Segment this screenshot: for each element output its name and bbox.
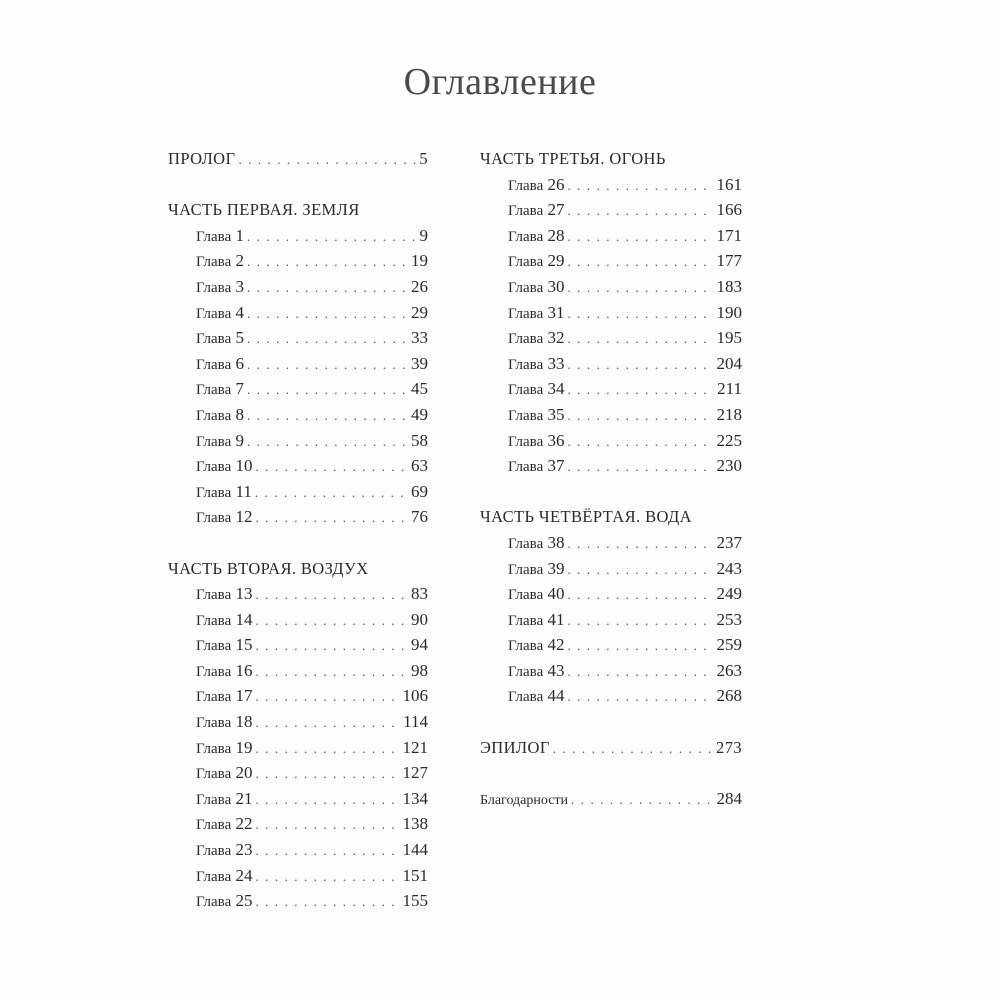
toc-chapter-number: 33 <box>547 353 565 373</box>
toc-chapter-entry[interactable] <box>168 351 428 377</box>
toc-chapter-page: 39 <box>411 353 428 373</box>
toc-chapter-entry[interactable] <box>480 632 742 658</box>
toc-leader-dots <box>255 812 399 838</box>
toc-chapter-label <box>196 786 252 814</box>
toc-chapter-page: 161 <box>716 174 742 194</box>
toc-chapter-label <box>508 223 564 251</box>
toc-chapter-page: 83 <box>411 584 428 604</box>
toc-chapter-entry[interactable] <box>480 556 742 582</box>
toc-chapter-label <box>196 248 244 276</box>
toc-chapter-page: 98 <box>411 660 428 680</box>
toc-chapter-label <box>196 479 252 507</box>
toc-chapter-label <box>508 248 564 276</box>
toc-chapter-word: Глава <box>508 203 544 220</box>
toc-chapter-number: 19 <box>235 737 253 757</box>
toc-chapter-label <box>196 863 252 891</box>
toc-chapter-page: 33 <box>411 328 428 348</box>
toc-chapter-label <box>508 402 564 430</box>
toc-chapter-word: Глава <box>196 459 232 476</box>
toc-chapter-entry[interactable] <box>168 760 428 786</box>
toc-chapter-label <box>196 632 252 660</box>
toc-part-heading[interactable] <box>480 504 742 530</box>
toc-chapter-number: 15 <box>235 635 253 655</box>
toc-chapter-page: 106 <box>402 686 428 706</box>
toc-leader-dots <box>567 608 713 634</box>
toc-chapter-word: Глава <box>508 254 544 271</box>
toc-leader-dots <box>567 633 713 659</box>
toc-chapter-page: 166 <box>716 200 742 220</box>
toc-chapter-word: Глава <box>196 894 232 911</box>
toc-chapter-word: Глава <box>196 715 232 732</box>
toc-chapter-number: 26 <box>547 174 565 194</box>
toc-chapter-word: Глава <box>196 407 232 424</box>
toc-leader-dots <box>247 301 408 327</box>
toc-chapter-word: Глава <box>508 587 544 604</box>
toc-leader-dots <box>567 684 713 710</box>
toc-chapter-label <box>196 453 252 481</box>
toc-chapter-number: 35 <box>547 404 565 424</box>
toc-left-column <box>168 146 428 914</box>
toc-chapter-label <box>196 351 244 379</box>
toc-chapter-number: 31 <box>547 302 565 322</box>
toc-leader-dots <box>567 275 713 301</box>
toc-chapter-number: 7 <box>235 379 244 399</box>
toc-chapter-entry[interactable] <box>168 504 428 530</box>
toc-chapter-entry[interactable] <box>480 351 742 377</box>
toc-leader-dots <box>247 377 408 403</box>
toc-chapter-number: 42 <box>547 635 565 655</box>
toc-right-column <box>480 146 742 811</box>
toc-chapter-label <box>196 888 252 916</box>
toc-chapter-label <box>508 325 564 353</box>
toc-chapter-entry[interactable] <box>168 402 428 428</box>
toc-chapter-label <box>196 274 244 302</box>
toc-chapter-word: Глава <box>508 228 544 245</box>
toc-chapter-page: 151 <box>402 865 428 885</box>
toc-chapter-label <box>508 683 564 711</box>
toc-chapter-word: Глава <box>196 484 232 501</box>
toc-leader-dots <box>567 173 713 199</box>
toc-chapter-label <box>196 428 244 456</box>
toc-chapter-number: 12 <box>235 507 253 527</box>
toc-chapter-word: Глава <box>196 305 232 322</box>
toc-leader-dots <box>567 198 713 224</box>
toc-leader-dots <box>255 889 399 915</box>
toc-leader-dots <box>247 224 417 250</box>
toc-chapter-number: 18 <box>235 712 253 732</box>
toc-chapter-page: 171 <box>716 225 742 245</box>
toc-leader-dots <box>238 147 416 173</box>
page-title: Оглавление <box>403 61 597 103</box>
toc-chapter-page: 263 <box>716 660 742 680</box>
toc-chapter-entry[interactable] <box>480 197 742 223</box>
toc-chapter-number: 28 <box>547 225 565 245</box>
toc-chapter-label <box>196 837 252 865</box>
toc-chapter-page: 63 <box>411 456 428 476</box>
toc-chapter-word: Глава <box>196 791 232 808</box>
toc-chapter-entry[interactable] <box>480 683 742 709</box>
toc-chapter-entry[interactable] <box>480 428 742 454</box>
toc-chapter-number: 11 <box>235 481 252 501</box>
toc-chapter-label <box>508 632 564 660</box>
toc-chapter-number: 32 <box>547 328 565 348</box>
toc-chapter-page: 121 <box>402 737 428 757</box>
toc-chapter-label <box>196 376 244 404</box>
toc-chapter-page: 155 <box>402 891 428 911</box>
toc-prologue[interactable] <box>168 146 428 172</box>
toc-chapter-page: 49 <box>411 404 428 424</box>
toc-chapter-number: 34 <box>547 379 565 399</box>
toc-chapter-word: Глава <box>196 331 232 348</box>
toc-chapter-label <box>508 351 564 379</box>
toc-leader-dots <box>255 480 408 506</box>
toc-chapter-word: Глава <box>196 382 232 399</box>
toc-leader-dots <box>255 761 399 787</box>
toc-chapter-label <box>508 300 564 328</box>
toc-chapter-number: 27 <box>547 200 565 220</box>
toc-chapter-word: Глава <box>196 766 232 783</box>
toc-chapter-label <box>196 581 252 609</box>
toc-chapter-entry[interactable] <box>168 376 428 402</box>
toc-chapter-label <box>508 197 564 225</box>
toc-chapter-label <box>508 428 564 456</box>
toc-part-heading[interactable] <box>480 146 742 172</box>
toc-chapter-entry[interactable] <box>480 172 742 198</box>
toc-leader-dots <box>567 582 713 608</box>
toc-chapter-entry[interactable] <box>168 709 428 735</box>
toc-chapter-label <box>196 683 252 711</box>
toc-chapter-page: 230 <box>716 456 742 476</box>
toc-leader-dots <box>255 787 399 813</box>
toc-chapter-entry[interactable] <box>168 735 428 761</box>
toc-leader-dots <box>255 505 408 531</box>
toc-leader-dots <box>255 659 408 685</box>
toc-chapter-page: 177 <box>716 251 742 271</box>
toc-leader-dots <box>255 864 399 890</box>
toc-chapter-label <box>508 274 564 302</box>
toc-chapter-entry[interactable] <box>168 223 428 249</box>
toc-chapter-number: 14 <box>235 609 253 629</box>
toc-leader-dots <box>567 557 713 583</box>
toc-chapter-number: 5 <box>235 328 244 348</box>
toc-chapter-entry[interactable] <box>480 223 742 249</box>
toc-chapter-page: 249 <box>716 584 742 604</box>
toc-chapter-number: 21 <box>235 788 253 808</box>
toc-chapter-entry[interactable] <box>480 376 742 402</box>
toc-chapter-page: 76 <box>411 507 428 527</box>
toc-chapter-page: 211 <box>717 379 742 399</box>
toc-chapter-word: Глава <box>196 433 232 450</box>
toc-chapter-number: 9 <box>235 430 244 450</box>
toc-chapter-label <box>196 504 252 532</box>
toc-part-heading[interactable] <box>168 556 428 582</box>
toc-chapter-word: Глава <box>196 228 232 245</box>
toc-chapter-entry[interactable] <box>168 888 428 914</box>
toc-chapter-word: Глава <box>508 433 544 450</box>
toc-chapter-number: 38 <box>547 532 565 552</box>
toc-chapter-entry[interactable] <box>168 428 428 454</box>
toc-chapter-entry[interactable] <box>480 453 742 479</box>
toc-chapter-word: Глава <box>196 817 232 834</box>
toc-chapter-entry[interactable] <box>480 248 742 274</box>
toc-chapter-word: Глава <box>508 561 544 578</box>
toc-chapter-label <box>196 402 244 430</box>
toc-chapter-entry[interactable] <box>480 300 742 326</box>
toc-chapter-word: Глава <box>508 177 544 194</box>
toc-chapter-word: Глава <box>508 356 544 373</box>
toc-chapter-entry[interactable] <box>168 837 428 863</box>
toc-part1-chapters <box>168 223 428 530</box>
toc-chapter-word: Глава <box>508 689 544 706</box>
toc-leader-dots <box>567 659 713 685</box>
toc-chapter-number: 10 <box>235 456 253 476</box>
toc-chapter-page: 26 <box>411 276 428 296</box>
toc-chapter-page: 29 <box>411 302 428 322</box>
toc-leader-dots <box>247 249 408 275</box>
toc-chapter-label <box>508 556 564 584</box>
toc-leader-dots <box>247 275 408 301</box>
toc-leader-dots <box>247 352 408 378</box>
toc-leader-dots <box>567 429 713 455</box>
toc-chapter-word: Глава <box>508 459 544 476</box>
toc-chapter-number: 37 <box>547 456 565 476</box>
toc-leader-dots <box>247 429 408 455</box>
toc-chapter-number: 43 <box>547 660 565 680</box>
toc-chapter-word: Глава <box>508 382 544 399</box>
toc-chapter-number: 22 <box>235 814 253 834</box>
toc-chapter-number: 6 <box>235 353 244 373</box>
toc-epilogue[interactable] <box>480 735 742 761</box>
toc-chapter-entry[interactable] <box>168 786 428 812</box>
toc-chapter-entry[interactable] <box>480 402 742 428</box>
toc-chapter-page: 243 <box>716 558 742 578</box>
toc-chapter-word: Глава <box>508 663 544 680</box>
toc-chapter-label <box>196 709 252 737</box>
toc-leader-dots <box>255 736 399 762</box>
toc-leader-dots <box>567 224 713 250</box>
toc-chapter-entry[interactable] <box>168 581 428 607</box>
toc-chapter-number: 8 <box>235 404 244 424</box>
toc-chapter-entry[interactable] <box>168 811 428 837</box>
toc-chapter-number: 1 <box>235 225 244 245</box>
toc-chapter-page: 9 <box>419 225 428 245</box>
toc-chapter-number: 3 <box>235 276 244 296</box>
toc-chapter-page: 195 <box>716 328 742 348</box>
toc-chapter-entry[interactable] <box>168 607 428 633</box>
toc-chapter-page: 218 <box>716 404 742 424</box>
toc-chapter-page: 19 <box>411 251 428 271</box>
toc-chapter-word: Глава <box>196 843 232 860</box>
toc-chapter-label <box>196 735 252 763</box>
toc-chapter-label <box>196 607 252 635</box>
toc-chapter-entry[interactable] <box>168 325 428 351</box>
toc-chapter-label <box>508 453 564 481</box>
toc-part-heading[interactable] <box>168 197 428 223</box>
toc-epilogue-label: ЭПИЛОГ <box>480 737 550 757</box>
toc-chapter-word: Глава <box>196 279 232 296</box>
toc-chapter-label <box>508 581 564 609</box>
toc-chapter-entry[interactable] <box>168 453 428 479</box>
toc-chapter-number: 13 <box>235 584 253 604</box>
toc-chapter-entry[interactable] <box>168 248 428 274</box>
toc-part2-title: ЧАСТЬ ВТОРАЯ. ВОЗДУХ <box>168 558 369 578</box>
toc-chapter-label <box>508 172 564 200</box>
toc-chapter-label <box>196 300 244 328</box>
toc-leader-dots <box>247 326 408 352</box>
toc-chapter-entry[interactable] <box>168 300 428 326</box>
toc-chapter-word: Глава <box>508 305 544 322</box>
toc-part2-chapters <box>168 581 428 914</box>
toc-chapter-number: 39 <box>547 558 565 578</box>
toc-leader-dots <box>255 582 408 608</box>
toc-part4-title: ЧАСТЬ ЧЕТВЁРТАЯ. ВОДА <box>480 507 692 527</box>
toc-chapter-word: Глава <box>508 535 544 552</box>
toc-leader-dots <box>567 377 714 403</box>
toc-leader-dots <box>255 454 408 480</box>
toc-leader-dots <box>567 352 713 378</box>
toc-chapter-page: 204 <box>716 353 742 373</box>
toc-leader-dots <box>571 787 713 813</box>
toc-chapter-word: Глава <box>508 331 544 348</box>
toc-part3-chapters <box>480 172 742 479</box>
toc-chapter-entry[interactable] <box>168 863 428 889</box>
toc-chapter-label <box>196 760 252 788</box>
toc-chapter-label <box>508 607 564 635</box>
toc-chapter-word: Глава <box>508 279 544 296</box>
toc-chapter-label <box>196 811 252 839</box>
toc-chapter-page: 259 <box>716 635 742 655</box>
toc-prologue-page: 5 <box>419 149 428 168</box>
toc-part3-title: ЧАСТЬ ТРЕТЬЯ. ОГОНЬ <box>480 149 666 168</box>
toc-chapter-page: 268 <box>716 686 742 706</box>
toc-chapter-number: 41 <box>547 609 565 629</box>
toc-chapter-number: 36 <box>547 430 565 450</box>
toc-acknowledgements-label: Благодарности <box>480 792 569 808</box>
toc-chapter-word: Глава <box>508 612 544 629</box>
toc-chapter-entry[interactable] <box>480 658 742 684</box>
toc-leader-dots <box>247 403 408 429</box>
toc-leader-dots <box>255 684 399 710</box>
toc-chapter-number: 40 <box>547 584 565 604</box>
toc-chapter-number: 29 <box>547 251 565 271</box>
toc-acknowledgements-page: 284 <box>716 788 742 808</box>
toc-acknowledgements[interactable] <box>480 786 742 812</box>
toc-leader-dots <box>567 531 713 557</box>
toc-chapter-label <box>508 658 564 686</box>
toc-chapter-number: 17 <box>235 686 253 706</box>
toc-leader-dots <box>567 326 713 352</box>
toc-chapter-number: 44 <box>547 686 565 706</box>
toc-chapter-page: 237 <box>716 532 742 552</box>
toc-chapter-page: 127 <box>402 763 428 783</box>
toc-chapter-number: 4 <box>235 302 244 322</box>
toc-chapter-page: 183 <box>716 276 742 296</box>
toc-chapter-word: Глава <box>196 689 232 706</box>
toc-chapter-number: 25 <box>235 891 253 911</box>
toc-chapter-word: Глава <box>508 638 544 655</box>
toc-chapter-entry[interactable] <box>168 658 428 684</box>
toc-chapter-entry[interactable] <box>168 479 428 505</box>
toc-leader-dots <box>567 454 713 480</box>
toc-chapter-page: 225 <box>716 430 742 450</box>
toc-chapter-word: Глава <box>196 254 232 271</box>
toc-chapter-entry[interactable] <box>480 274 742 300</box>
toc-chapter-page: 90 <box>411 609 428 629</box>
toc-chapter-entry[interactable] <box>480 581 742 607</box>
toc-chapter-page: 190 <box>716 302 742 322</box>
toc-chapter-word: Глава <box>196 638 232 655</box>
toc-chapter-word: Глава <box>196 587 232 604</box>
toc-leader-dots <box>567 301 713 327</box>
toc-leader-dots <box>255 633 408 659</box>
toc-leader-dots <box>255 710 400 736</box>
toc-chapter-number: 16 <box>235 660 253 680</box>
toc-chapter-page: 114 <box>403 712 428 732</box>
toc-chapter-entry[interactable] <box>480 325 742 351</box>
toc-chapter-word: Глава <box>196 612 232 629</box>
toc-chapter-label <box>508 530 564 558</box>
toc-chapter-label <box>196 223 244 251</box>
toc-chapter-word: Глава <box>508 407 544 424</box>
toc-part1-title: ЧАСТЬ ПЕРВАЯ. ЗЕМЛЯ <box>168 200 360 220</box>
toc-chapter-page: 144 <box>402 840 428 860</box>
toc-leader-dots <box>255 608 408 634</box>
toc-leader-dots <box>553 736 713 762</box>
toc-chapter-number: 24 <box>235 865 253 885</box>
toc-chapter-page: 138 <box>402 814 428 834</box>
toc-chapter-label <box>196 325 244 353</box>
toc-chapter-entry[interactable] <box>480 530 742 556</box>
toc-chapter-page: 94 <box>411 635 428 655</box>
toc-chapter-word: Глава <box>196 868 232 885</box>
toc-chapter-word: Глава <box>196 740 232 757</box>
toc-chapter-page: 45 <box>411 379 428 399</box>
toc-chapter-number: 20 <box>235 763 253 783</box>
toc-chapter-entry[interactable] <box>168 683 428 709</box>
toc-chapter-page: 58 <box>411 430 428 450</box>
toc-chapter-number: 30 <box>547 276 565 296</box>
toc-leader-dots <box>567 403 713 429</box>
toc-chapter-page: 253 <box>716 609 742 629</box>
toc-part4-chapters <box>480 530 742 709</box>
toc-chapter-page: 69 <box>411 481 428 501</box>
toc-chapter-entry[interactable] <box>168 632 428 658</box>
toc-chapter-entry[interactable] <box>168 274 428 300</box>
toc-chapter-word: Глава <box>196 356 232 373</box>
toc-chapter-page: 134 <box>402 788 428 808</box>
toc-chapter-label <box>196 658 252 686</box>
toc-epilogue-page: 273 <box>716 737 742 757</box>
toc-chapter-label <box>508 376 564 404</box>
toc-chapter-number: 23 <box>235 840 253 860</box>
toc-leader-dots <box>255 838 399 864</box>
toc-leader-dots <box>567 249 713 275</box>
toc-chapter-word: Глава <box>196 663 232 680</box>
toc-chapter-number: 2 <box>235 251 244 271</box>
toc-chapter-entry[interactable] <box>480 607 742 633</box>
toc-prologue-label: ПРОЛОГ <box>168 149 236 168</box>
toc-chapter-word: Глава <box>196 510 232 527</box>
